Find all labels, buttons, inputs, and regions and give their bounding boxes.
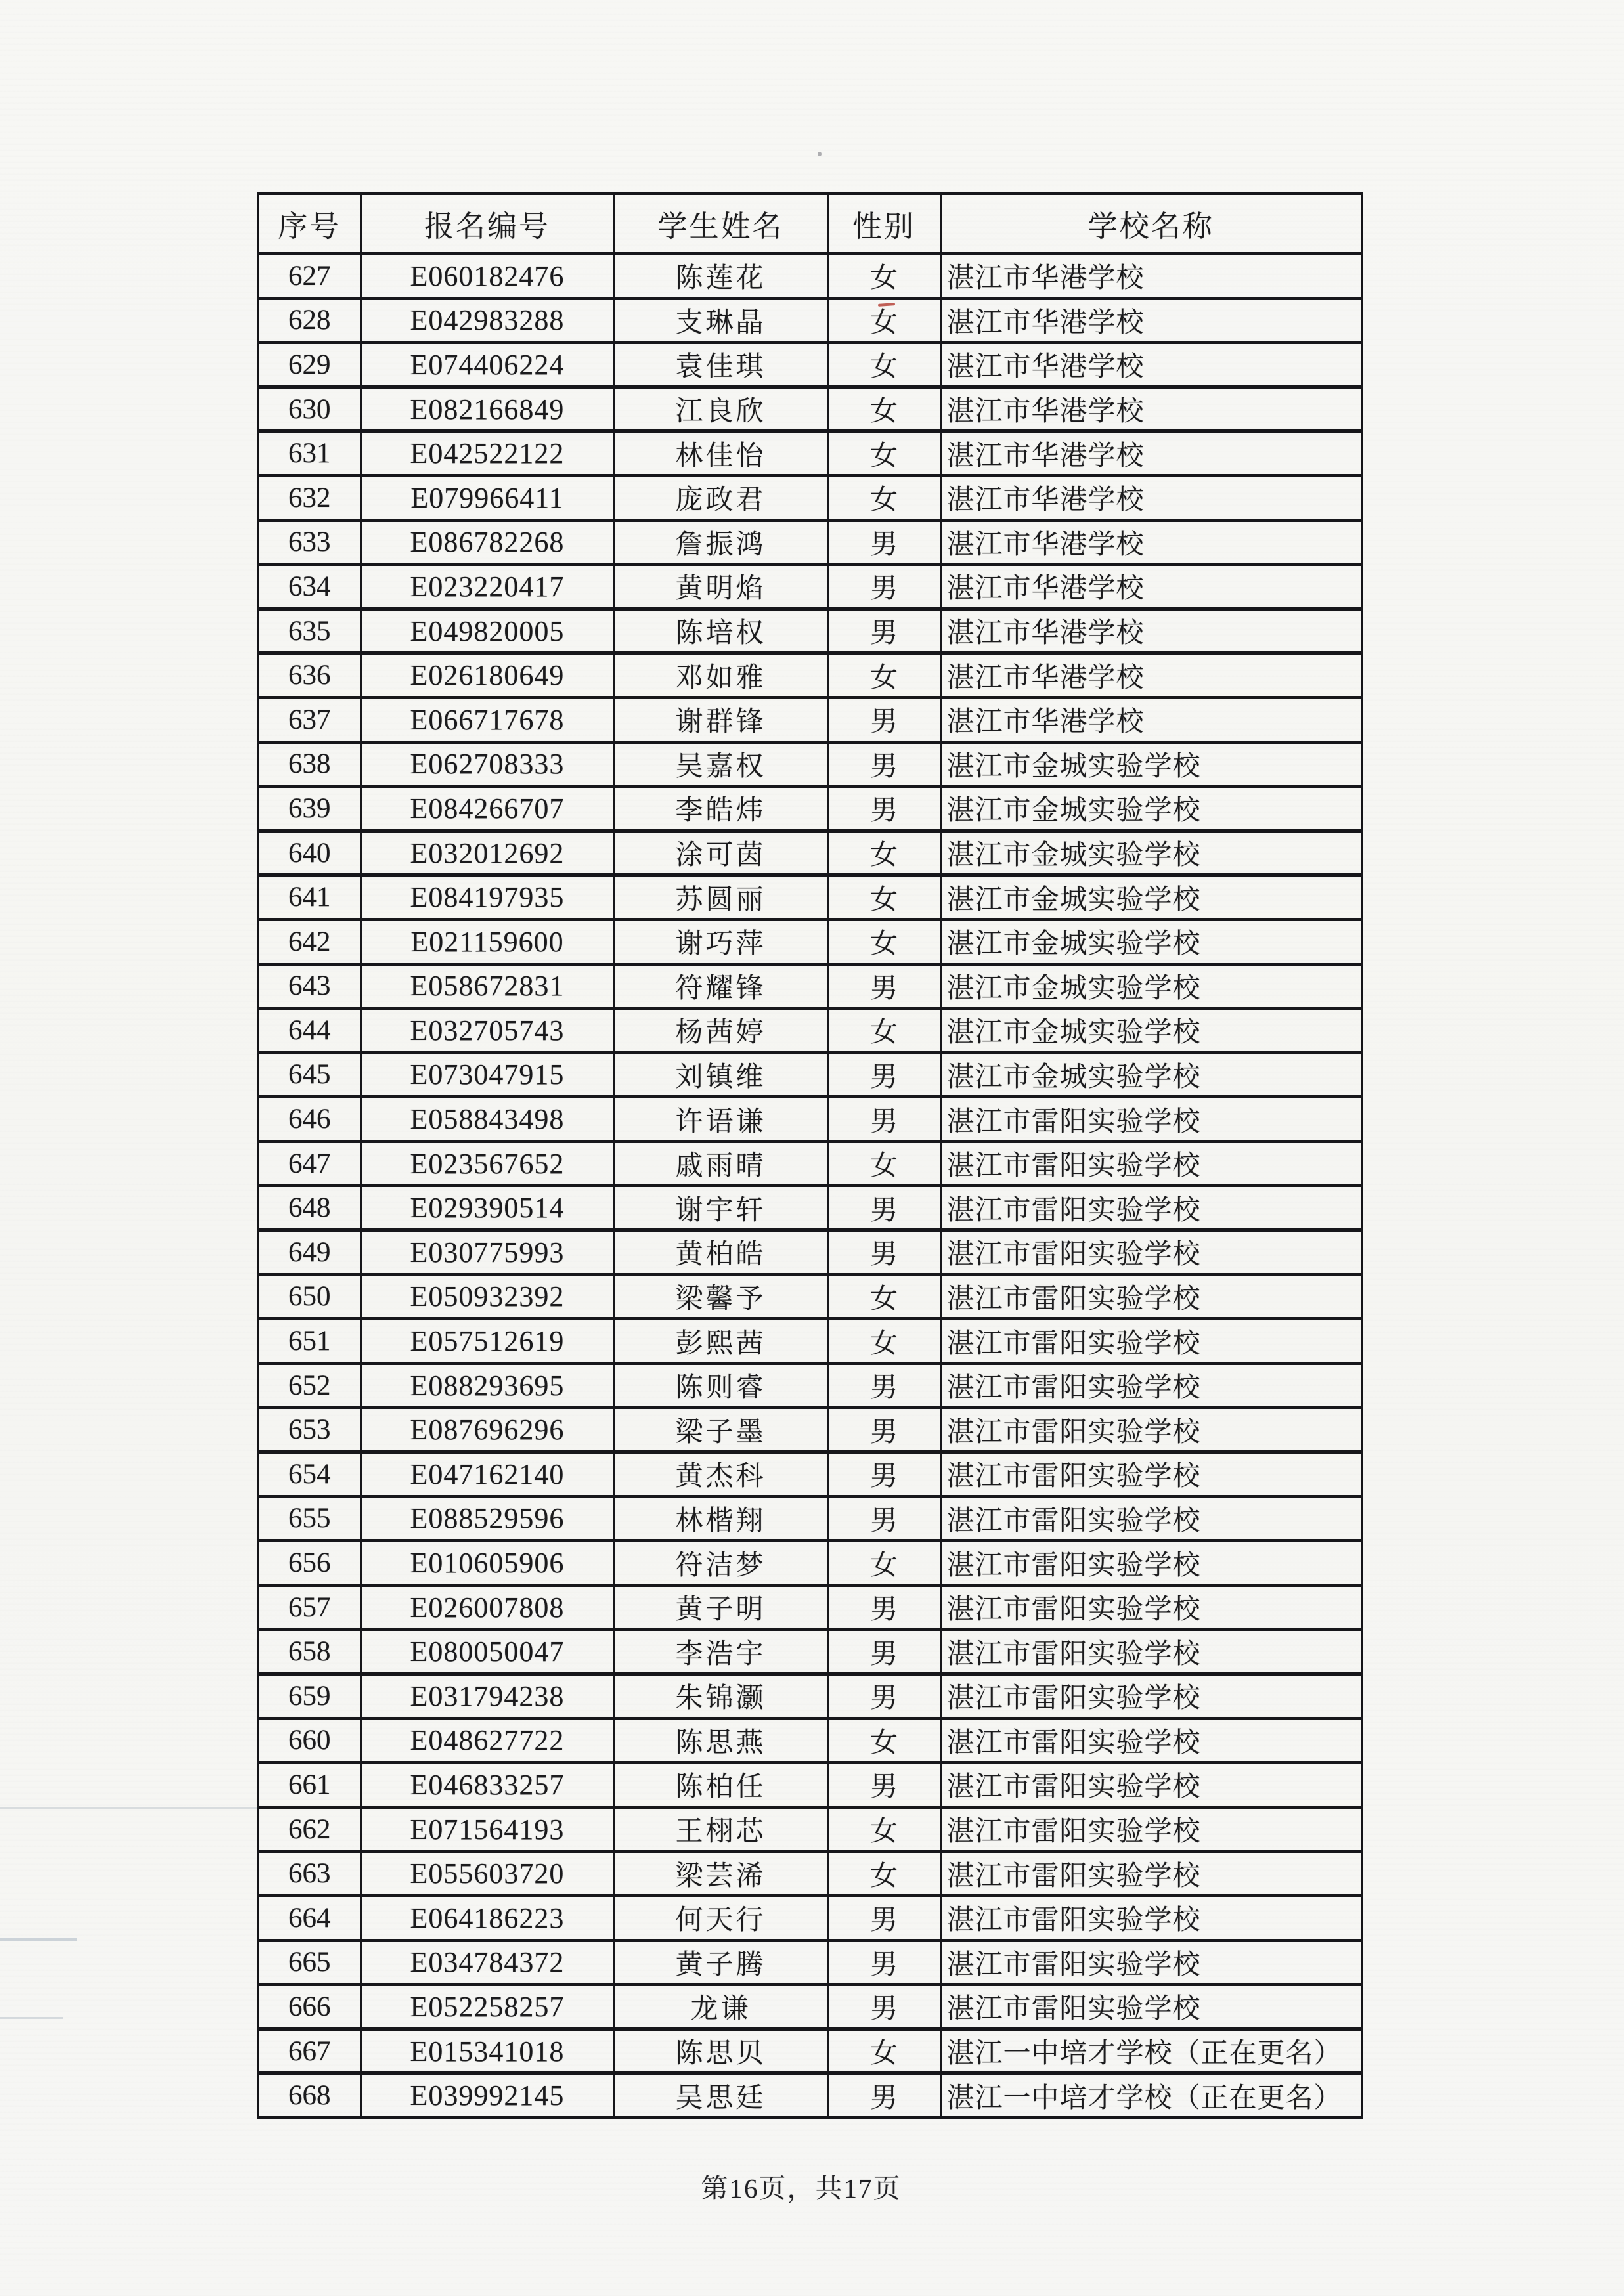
cell-registration-number: E048627722 — [361, 1718, 614, 1763]
table-row — [258, 1985, 1362, 2029]
cell-serial-number: 628 — [258, 298, 361, 343]
cell-serial-number: 655 — [258, 1496, 361, 1541]
scan-artifact-streak — [0, 1807, 257, 1809]
table-row — [258, 787, 1362, 831]
cell-gender: 女 — [827, 2029, 940, 2073]
cell-student-name: 陈莲花 — [614, 254, 827, 299]
cell-school-name: 湛江市华港学校 — [940, 387, 1362, 431]
cell-student-name: 梁子墨 — [614, 1408, 827, 1452]
cell-student-name: 黄明焰 — [614, 565, 827, 609]
cell-gender: 男 — [827, 1052, 940, 1097]
cell-gender: 女 — [827, 831, 940, 875]
cell-gender: 女 — [827, 653, 940, 698]
table-row — [258, 254, 1362, 299]
cell-gender: 女 — [827, 1718, 940, 1763]
cell-registration-number: E031794238 — [361, 1674, 614, 1719]
cell-student-name: 符洁梦 — [614, 1541, 827, 1586]
cell-student-name: 符耀锋 — [614, 964, 827, 1008]
cell-serial-number: 636 — [258, 653, 361, 698]
table-row — [258, 1674, 1362, 1719]
scan-artifact-streak — [0, 2017, 63, 2019]
cell-student-name: 詹振鸿 — [614, 520, 827, 565]
scan-artifact-streak — [0, 1938, 77, 1941]
cell-serial-number: 627 — [258, 254, 361, 299]
cell-student-name: 邓如雅 — [614, 653, 827, 698]
table-row — [258, 1452, 1362, 1497]
cell-school-name: 湛江市金城实验学校 — [940, 919, 1362, 964]
cell-serial-number: 633 — [258, 520, 361, 565]
table-row — [258, 387, 1362, 431]
cell-school-name: 湛江市雷阳实验学校 — [940, 1718, 1362, 1763]
cell-registration-number: E015341018 — [361, 2029, 614, 2073]
cell-registration-number: E071564193 — [361, 1807, 614, 1852]
cell-student-name: 许语谦 — [614, 1097, 827, 1142]
table-row — [258, 1940, 1362, 1985]
table-row — [258, 2073, 1362, 2118]
cell-serial-number: 661 — [258, 1763, 361, 1808]
cell-student-name: 陈则睿 — [614, 1363, 827, 1408]
cell-school-name: 湛江市雷阳实验学校 — [940, 1319, 1362, 1364]
cell-gender: 男 — [827, 1630, 940, 1674]
cell-school-name: 湛江市华港学校 — [940, 254, 1362, 299]
cell-registration-number: E084197935 — [361, 875, 614, 920]
cell-serial-number: 635 — [258, 609, 361, 653]
cell-gender: 男 — [827, 565, 940, 609]
cell-student-name: 陈培权 — [614, 609, 827, 653]
cell-serial-number: 667 — [258, 2029, 361, 2073]
cell-student-name: 袁佳琪 — [614, 343, 827, 387]
cell-student-name: 戚雨晴 — [614, 1141, 827, 1186]
cell-school-name: 湛江一中培才学校（正在更名） — [940, 2029, 1362, 2073]
cell-registration-number: E088529596 — [361, 1496, 614, 1541]
table-row — [258, 431, 1362, 476]
cell-student-name: 梁馨予 — [614, 1274, 827, 1319]
cell-registration-number: E032012692 — [361, 831, 614, 875]
cell-registration-number: E058672831 — [361, 964, 614, 1008]
cell-gender: 男 — [827, 1186, 940, 1230]
cell-school-name: 湛江市华港学校 — [940, 697, 1362, 742]
cell-serial-number: 660 — [258, 1718, 361, 1763]
cell-gender: 女 — [827, 875, 940, 920]
cell-gender: 女 — [827, 343, 940, 387]
cell-registration-number: E086782268 — [361, 520, 614, 565]
cell-serial-number: 654 — [258, 1452, 361, 1497]
cell-school-name: 湛江市金城实验学校 — [940, 742, 1362, 787]
cell-school-name: 湛江一中培才学校（正在更名） — [940, 2073, 1362, 2118]
cell-gender: 男 — [827, 1097, 940, 1142]
cell-school-name: 湛江市金城实验学校 — [940, 1008, 1362, 1053]
cell-gender: 男 — [827, 1763, 940, 1808]
table-row — [258, 1718, 1362, 1763]
cell-registration-number: E079966411 — [361, 475, 614, 520]
cell-serial-number: 651 — [258, 1319, 361, 1364]
cell-gender: 男 — [827, 964, 940, 1008]
cell-gender: 男 — [827, 1985, 940, 2029]
cell-school-name: 湛江市雷阳实验学校 — [940, 1940, 1362, 1985]
table-row — [258, 653, 1362, 698]
cell-school-name: 湛江市华港学校 — [940, 343, 1362, 387]
cell-school-name: 湛江市雷阳实验学校 — [940, 1274, 1362, 1319]
cell-serial-number: 632 — [258, 475, 361, 520]
cell-school-name: 湛江市华港学校 — [940, 431, 1362, 476]
cell-registration-number: E055603720 — [361, 1852, 614, 1896]
cell-registration-number: E052258257 — [361, 1985, 614, 2029]
cell-registration-number: E023567652 — [361, 1141, 614, 1186]
cell-student-name: 彭熙茜 — [614, 1319, 827, 1364]
cell-gender: 女 — [827, 298, 940, 343]
cell-registration-number: E057512619 — [361, 1319, 614, 1364]
cell-serial-number: 650 — [258, 1274, 361, 1319]
cell-gender: 女 — [827, 254, 940, 299]
cell-registration-number: E080050047 — [361, 1630, 614, 1674]
cell-student-name: 吴思廷 — [614, 2073, 827, 2118]
cell-student-name: 李浩宇 — [614, 1630, 827, 1674]
cell-serial-number: 630 — [258, 387, 361, 431]
cell-registration-number: E073047915 — [361, 1052, 614, 1097]
cell-school-name: 湛江市雷阳实验学校 — [940, 1097, 1362, 1142]
cell-school-name: 湛江市雷阳实验学校 — [940, 1452, 1362, 1497]
cell-student-name: 吴嘉权 — [614, 742, 827, 787]
cell-serial-number: 634 — [258, 565, 361, 609]
cell-student-name: 黄杰科 — [614, 1452, 827, 1497]
cell-school-name: 湛江市雷阳实验学校 — [940, 1541, 1362, 1586]
cell-gender: 女 — [827, 919, 940, 964]
cell-student-name: 王栩芯 — [614, 1807, 827, 1852]
cell-school-name: 湛江市金城实验学校 — [940, 831, 1362, 875]
table-row — [258, 565, 1362, 609]
cell-school-name: 湛江市雷阳实验学校 — [940, 1585, 1362, 1630]
table-row — [258, 875, 1362, 920]
cell-student-name: 杨茜婷 — [614, 1008, 827, 1053]
cell-gender: 女 — [827, 387, 940, 431]
header-student-name: 学生姓名 — [614, 194, 827, 254]
cell-school-name: 湛江市雷阳实验学校 — [940, 1852, 1362, 1896]
cell-registration-number: E087696296 — [361, 1408, 614, 1452]
cell-serial-number: 668 — [258, 2073, 361, 2118]
cell-school-name: 湛江市雷阳实验学校 — [940, 1408, 1362, 1452]
cell-registration-number: E026180649 — [361, 653, 614, 698]
cell-student-name: 谢巧萍 — [614, 919, 827, 964]
cell-serial-number: 638 — [258, 742, 361, 787]
table-row — [258, 609, 1362, 653]
cell-school-name: 湛江市华港学校 — [940, 653, 1362, 698]
page-number-footer: 第16页，共17页 — [701, 2173, 902, 2203]
cell-school-name: 湛江市雷阳实验学校 — [940, 1807, 1362, 1852]
cell-registration-number: E010605906 — [361, 1541, 614, 1586]
cell-school-name: 湛江市金城实验学校 — [940, 1052, 1362, 1097]
cell-registration-number: E039992145 — [361, 2073, 614, 2118]
table-row — [258, 1186, 1362, 1230]
cell-school-name: 湛江市华港学校 — [940, 609, 1362, 653]
cell-gender: 女 — [827, 1319, 940, 1364]
cell-student-name: 谢宇轩 — [614, 1186, 827, 1230]
cell-gender: 女 — [827, 1541, 940, 1586]
cell-school-name: 湛江市金城实验学校 — [940, 964, 1362, 1008]
cell-gender: 男 — [827, 1496, 940, 1541]
cell-student-name: 黄柏皓 — [614, 1230, 827, 1275]
cell-school-name: 湛江市华港学校 — [940, 475, 1362, 520]
cell-student-name: 江良欣 — [614, 387, 827, 431]
table-row — [258, 1763, 1362, 1808]
cell-school-name: 湛江市雷阳实验学校 — [940, 1186, 1362, 1230]
table-row — [258, 1496, 1362, 1541]
cell-student-name: 支琳晶 — [614, 298, 827, 343]
cell-gender: 男 — [827, 1674, 940, 1719]
cell-serial-number: 653 — [258, 1408, 361, 1452]
cell-gender: 女 — [827, 475, 940, 520]
cell-registration-number: E088293695 — [361, 1363, 614, 1408]
table-row — [258, 1230, 1362, 1275]
table-row — [258, 1541, 1362, 1586]
cell-school-name: 湛江市华港学校 — [940, 298, 1362, 343]
header-school-name: 学校名称 — [940, 194, 1362, 254]
table-row — [258, 475, 1362, 520]
cell-gender: 男 — [827, 520, 940, 565]
cell-school-name: 湛江市雷阳实验学校 — [940, 1895, 1362, 1940]
cell-registration-number: E046833257 — [361, 1763, 614, 1808]
cell-serial-number: 646 — [258, 1097, 361, 1142]
cell-gender: 男 — [827, 697, 940, 742]
table-row — [258, 1141, 1362, 1186]
cell-gender: 女 — [827, 1141, 940, 1186]
scan-artifact-dot — [818, 152, 822, 156]
cell-serial-number: 664 — [258, 1895, 361, 1940]
cell-registration-number: E026007808 — [361, 1585, 614, 1630]
table-row — [258, 1097, 1362, 1142]
cell-gender: 男 — [827, 1230, 940, 1275]
cell-school-name: 湛江市雷阳实验学校 — [940, 1363, 1362, 1408]
cell-registration-number: E074406224 — [361, 343, 614, 387]
cell-student-name: 何天行 — [614, 1895, 827, 1940]
table-row — [258, 1852, 1362, 1896]
cell-school-name: 湛江市雷阳实验学校 — [940, 1496, 1362, 1541]
cell-student-name: 陈柏任 — [614, 1763, 827, 1808]
cell-serial-number: 629 — [258, 343, 361, 387]
cell-registration-number: E021159600 — [361, 919, 614, 964]
cell-school-name: 湛江市雷阳实验学校 — [940, 1230, 1362, 1275]
cell-serial-number: 663 — [258, 1852, 361, 1896]
header-gender: 性别 — [827, 194, 940, 254]
cell-registration-number: E030775993 — [361, 1230, 614, 1275]
table-row — [258, 1052, 1362, 1097]
cell-school-name: 湛江市雷阳实验学校 — [940, 1985, 1362, 2029]
cell-student-name: 谢群锋 — [614, 697, 827, 742]
cell-registration-number: E082166849 — [361, 387, 614, 431]
cell-registration-number: E050932392 — [361, 1274, 614, 1319]
cell-registration-number: E066717678 — [361, 697, 614, 742]
cell-registration-number: E062708333 — [361, 742, 614, 787]
cell-registration-number: E032705743 — [361, 1008, 614, 1053]
cell-student-name: 朱锦灏 — [614, 1674, 827, 1719]
cell-school-name: 湛江市雷阳实验学校 — [940, 1630, 1362, 1674]
cell-gender: 男 — [827, 2073, 940, 2118]
cell-registration-number: E042522122 — [361, 431, 614, 476]
cell-serial-number: 631 — [258, 431, 361, 476]
cell-school-name: 湛江市金城实验学校 — [940, 875, 1362, 920]
cell-student-name: 梁芸浠 — [614, 1852, 827, 1896]
table-row — [258, 1408, 1362, 1452]
cell-student-name: 李皓炜 — [614, 787, 827, 831]
cell-school-name: 湛江市华港学校 — [940, 520, 1362, 565]
cell-serial-number: 652 — [258, 1363, 361, 1408]
cell-serial-number: 640 — [258, 831, 361, 875]
cell-serial-number: 666 — [258, 1985, 361, 2029]
cell-gender: 女 — [827, 1852, 940, 1896]
cell-registration-number: E023220417 — [361, 565, 614, 609]
cell-registration-number: E029390514 — [361, 1186, 614, 1230]
cell-student-name: 林佳怡 — [614, 431, 827, 476]
cell-school-name: 湛江市雷阳实验学校 — [940, 1763, 1362, 1808]
cell-gender: 男 — [827, 1363, 940, 1408]
cell-gender: 女 — [827, 1008, 940, 1053]
cell-registration-number: E047162140 — [361, 1452, 614, 1497]
cell-serial-number: 639 — [258, 787, 361, 831]
table-row — [258, 1807, 1362, 1852]
cell-serial-number: 647 — [258, 1141, 361, 1186]
table-row — [258, 1008, 1362, 1053]
cell-gender: 男 — [827, 1895, 940, 1940]
table-row — [258, 697, 1362, 742]
table-header-row — [258, 194, 1362, 254]
cell-serial-number: 642 — [258, 919, 361, 964]
cell-serial-number: 656 — [258, 1541, 361, 1586]
table-row — [258, 1630, 1362, 1674]
cell-serial-number: 645 — [258, 1052, 361, 1097]
cell-registration-number: E058843498 — [361, 1097, 614, 1142]
table-row — [258, 298, 1362, 343]
header-serial-number: 序号 — [258, 194, 361, 254]
table-row — [258, 964, 1362, 1008]
cell-student-name: 涂可茵 — [614, 831, 827, 875]
table-row — [258, 919, 1362, 964]
cell-student-name: 刘镇维 — [614, 1052, 827, 1097]
cell-gender: 男 — [827, 609, 940, 653]
cell-student-name: 陈思燕 — [614, 1718, 827, 1763]
table-row — [258, 2029, 1362, 2073]
cell-gender: 男 — [827, 742, 940, 787]
cell-student-name: 庞政君 — [614, 475, 827, 520]
table-row — [258, 742, 1362, 787]
cell-serial-number: 658 — [258, 1630, 361, 1674]
cell-serial-number: 644 — [258, 1008, 361, 1053]
table-row — [258, 1895, 1362, 1940]
cell-school-name: 湛江市雷阳实验学校 — [940, 1141, 1362, 1186]
cell-student-name: 陈思贝 — [614, 2029, 827, 2073]
cell-serial-number: 649 — [258, 1230, 361, 1275]
cell-school-name: 湛江市华港学校 — [940, 565, 1362, 609]
cell-gender: 女 — [827, 1807, 940, 1852]
cell-serial-number: 637 — [258, 697, 361, 742]
cell-serial-number: 643 — [258, 964, 361, 1008]
cell-registration-number: E049820005 — [361, 609, 614, 653]
cell-serial-number: 648 — [258, 1186, 361, 1230]
table-row — [258, 1585, 1362, 1630]
cell-serial-number: 657 — [258, 1585, 361, 1630]
cell-serial-number: 665 — [258, 1940, 361, 1985]
cell-serial-number: 659 — [258, 1674, 361, 1719]
cell-registration-number: E042983288 — [361, 298, 614, 343]
cell-student-name: 苏圆丽 — [614, 875, 827, 920]
cell-gender: 女 — [827, 431, 940, 476]
table-row — [258, 1319, 1362, 1364]
cell-student-name: 林楷翔 — [614, 1496, 827, 1541]
cell-registration-number: E034784372 — [361, 1940, 614, 1985]
cell-gender: 男 — [827, 1585, 940, 1630]
cell-gender: 男 — [827, 1940, 940, 1985]
table-row — [258, 831, 1362, 875]
cell-gender: 男 — [827, 1408, 940, 1452]
cell-school-name: 湛江市金城实验学校 — [940, 787, 1362, 831]
student-roster-table — [257, 192, 1363, 2119]
cell-registration-number: E064186223 — [361, 1895, 614, 1940]
table-row — [258, 1363, 1362, 1408]
cell-gender: 男 — [827, 1452, 940, 1497]
cell-registration-number: E084266707 — [361, 787, 614, 831]
cell-school-name: 湛江市雷阳实验学校 — [940, 1674, 1362, 1719]
table-row — [258, 520, 1362, 565]
cell-gender: 男 — [827, 787, 940, 831]
cell-registration-number: E060182476 — [361, 254, 614, 299]
header-registration-number: 报名编号 — [361, 194, 614, 254]
cell-gender: 女 — [827, 1274, 940, 1319]
cell-serial-number: 641 — [258, 875, 361, 920]
cell-student-name: 黄子明 — [614, 1585, 827, 1630]
table-row — [258, 1274, 1362, 1319]
cell-student-name: 黄子腾 — [614, 1940, 827, 1985]
table-row — [258, 343, 1362, 387]
cell-serial-number: 662 — [258, 1807, 361, 1852]
cell-student-name: 龙谦 — [614, 1985, 827, 2029]
